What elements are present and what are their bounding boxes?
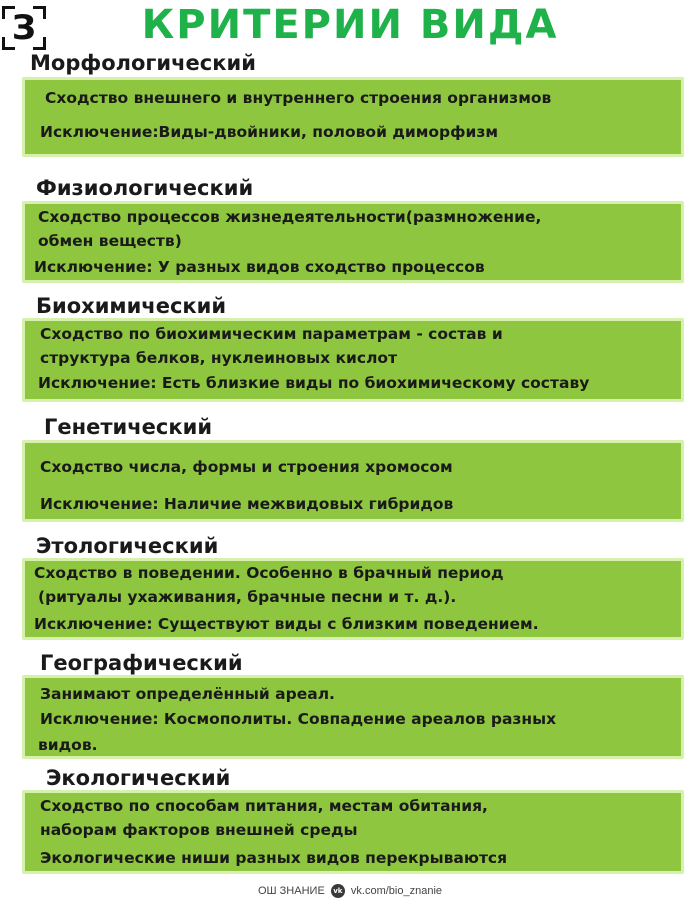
criterion-title-ecological: Экологический xyxy=(46,766,231,790)
criterion-exception: видов. xyxy=(38,736,98,754)
footer-brand: ОШ ЗНАНИЕ xyxy=(257,885,325,898)
criterion-exception: Исключение: Наличие межвидовых гибридов xyxy=(40,495,454,513)
criterion-text: Сходство внешнего и внутреннего строения организмов xyxy=(45,89,552,107)
criterion-text: (ритуалы ухаживания, брачные песни и т. д.). xyxy=(38,588,457,606)
criterion-title-biochemical: Биохимический xyxy=(36,294,227,318)
criterion-title-physiological: Физиологический xyxy=(36,176,254,200)
criterion-exception: Исключение: Космополиты. Совпадение ареалов разных xyxy=(40,710,557,728)
logo xyxy=(2,6,46,50)
criterion-title-genetic: Генетический xyxy=(44,415,213,439)
criterion-text: структура белков, нуклеиновых кислот xyxy=(40,349,398,367)
footer-link[interactable]: vk.com/bio_znanie xyxy=(350,885,443,898)
criterion-title-ethological: Этологический xyxy=(36,534,219,558)
criterion-title-morphological: Морфологический xyxy=(30,51,256,75)
criterion-text: обмен веществ) xyxy=(38,232,182,250)
criterion-exception: Исключение: У разных видов сходство процессов xyxy=(34,258,485,276)
vk-icon: vk xyxy=(331,884,345,898)
criterion-text: Сходство по биохимическим параметрам - состав и xyxy=(40,325,503,343)
criterion-text: Сходство процессов жизнедеятельности(размножение, xyxy=(38,208,542,226)
criterion-exception: Исключение: Существуют виды с близким поведением. xyxy=(34,615,539,633)
criterion-title-geographic: Географический xyxy=(40,651,243,675)
criterion-text: наборам факторов внешней среды xyxy=(40,821,358,839)
logo-letter: З xyxy=(11,8,37,48)
criterion-text: Экологические ниши разных видов перекрываются xyxy=(40,849,508,867)
criterion-exception: Исключение: Есть близкие виды по биохимическому составу xyxy=(38,374,590,392)
criterion-text: Сходство в поведении. Особенно в брачный период xyxy=(34,564,504,582)
criterion-text: Занимают определённый ареал. xyxy=(40,685,335,703)
criterion-text: Сходство числа, формы и строения хромосом xyxy=(40,458,453,476)
page-title: КРИТЕРИИ ВИДА xyxy=(141,2,559,48)
footer xyxy=(0,883,700,899)
criterion-exception: Исключение:Виды-двойники, половой диморфизм xyxy=(40,123,499,141)
criterion-text: Сходство по способам питания, местам обитания, xyxy=(40,797,488,815)
